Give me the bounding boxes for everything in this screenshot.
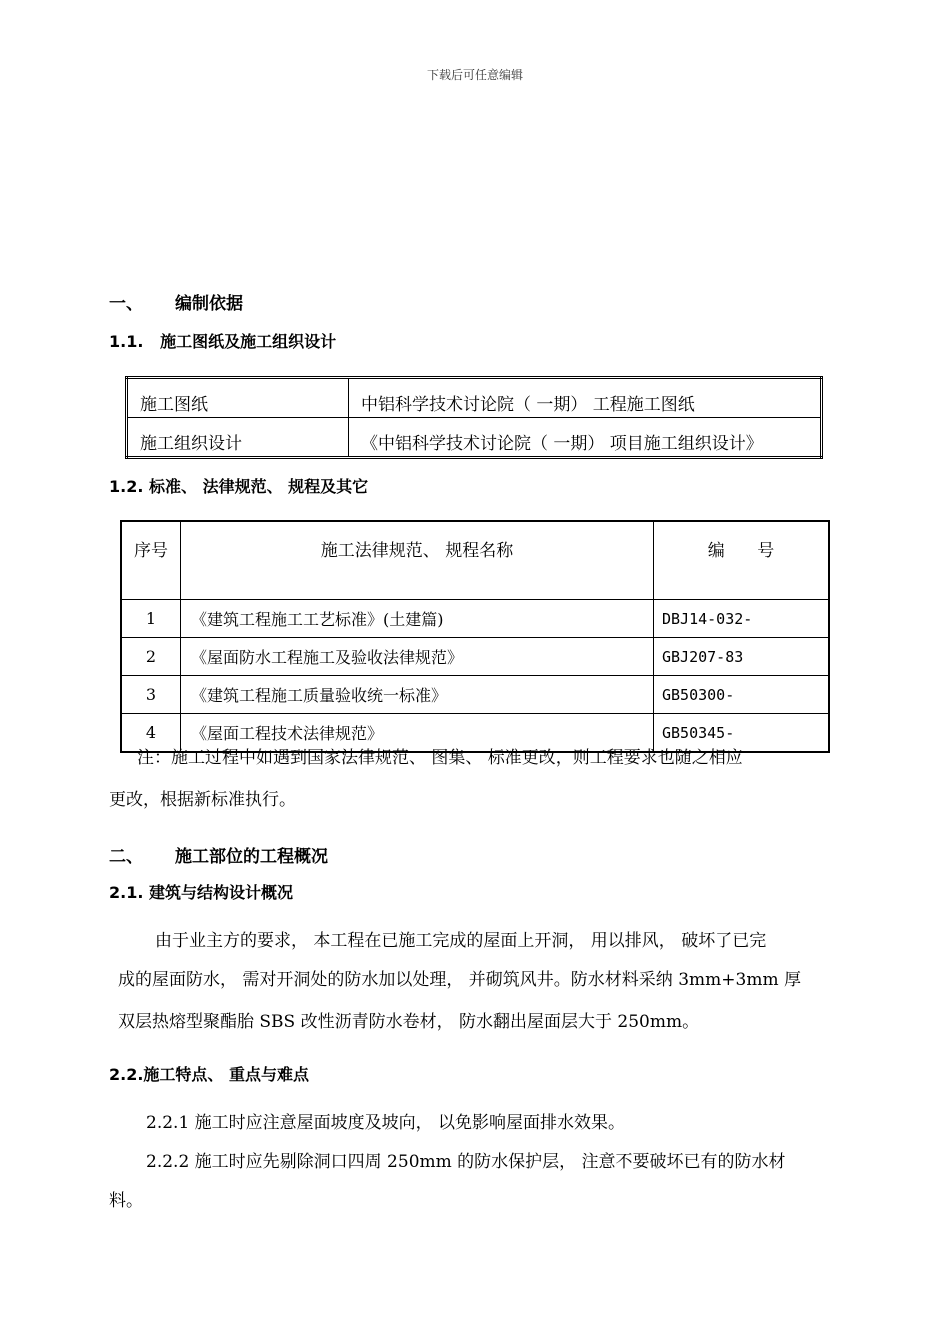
overview-line-2: 成的屋面防水， 需对开洞处的防水加以处理， 并砌筑风井。防水材料采纳 3mm+3mm 厚 <box>118 970 801 990</box>
cell-name: 《屋面防水工程施工及验收法律规范》 <box>181 638 654 676</box>
col-header-code: 编 号 <box>654 521 830 600</box>
table-cell-label: 施工组织设计 <box>127 418 349 458</box>
section-2-title: 施工部位的工程概况 <box>175 847 328 867</box>
heading-2-1: 2.1. 建筑与结构设计概况 <box>109 883 293 902</box>
drawings-table <box>125 376 823 459</box>
heading-1-1: 1.1. 施工图纸及施工组织设计 <box>109 332 337 351</box>
cell-no: 1 <box>121 600 181 638</box>
note-line-2: 更改，根据新标准执行。 <box>109 790 296 810</box>
table-cell-label: 施工图纸 <box>127 378 349 418</box>
standards-table <box>120 520 830 753</box>
table-cell-value: 《中铝科学技术讨论院（ 一期） 项目施工组织设计》 <box>349 418 822 458</box>
cell-name: 《建筑工程施工工艺标准》(土建篇) <box>181 600 654 638</box>
section-2-number: 二、 <box>109 847 143 867</box>
section-2-heading <box>109 842 328 867</box>
table-row <box>121 638 829 676</box>
note-line-1: 注：施工过程中如遇到国家法律规范、 图集、 标准更改，则工程要求也随之相应 <box>137 748 743 768</box>
item-2-2-2-line-1: 2.2.2 施工时应先剔除洞口四周 250mm 的防水保护层， 注意不要破坏已有的防水材 <box>146 1152 786 1172</box>
col-header-no: 序号 <box>121 521 181 600</box>
heading-1-2: 1.2. 标准、 法律规范、 规程及其它 <box>109 477 369 496</box>
col-header-name: 施工法律规范、 规程名称 <box>181 521 654 600</box>
overview-line-3: 双层热熔型聚酯胎 SBS 改性沥青防水卷材， 防水翻出屋面层大于 250mm。 <box>118 1012 700 1032</box>
table-cell-value: 中铝科学技术讨论院（ 一期） 工程施工图纸 <box>349 378 822 418</box>
cell-code: GB50300- <box>654 676 830 714</box>
cell-code: DBJ14-032- <box>654 600 830 638</box>
item-2-2-1: 2.2.1 施工时应注意屋面坡度及坡向， 以免影响屋面排水效果。 <box>146 1113 626 1133</box>
table-row <box>121 600 829 638</box>
watermark-text: 下载后可任意编辑 <box>426 68 523 82</box>
table-row <box>127 378 822 418</box>
cell-code: GB50345- <box>654 714 830 753</box>
cell-name: 《屋面工程技术法律规范》 <box>181 714 654 753</box>
section-1-heading <box>109 289 243 314</box>
table-header-row <box>121 521 829 600</box>
table-row <box>127 418 822 458</box>
heading-2-2: 2.2.施工特点、 重点与难点 <box>109 1065 309 1084</box>
item-2-2-2-line-2: 料。 <box>109 1191 143 1211</box>
cell-name: 《建筑工程施工质量验收统一标准》 <box>181 676 654 714</box>
cell-no: 3 <box>121 676 181 714</box>
section-1-title: 编制依据 <box>175 294 243 314</box>
cell-code: GBJ207-83 <box>654 638 830 676</box>
overview-line-1: 由于业主方的要求， 本工程在已施工完成的屋面上开洞， 用以排风， 破坏了已完 <box>155 931 767 951</box>
section-1-number: 一、 <box>109 294 143 314</box>
table-row <box>121 676 829 714</box>
cell-no: 4 <box>121 714 181 753</box>
cell-no: 2 <box>121 638 181 676</box>
